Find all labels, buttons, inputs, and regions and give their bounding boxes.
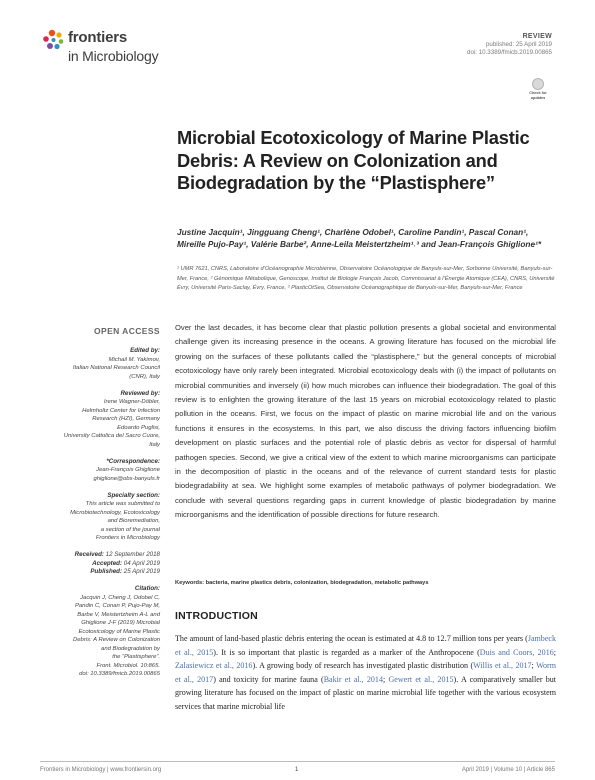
body-text: ; bbox=[531, 661, 537, 671]
citation-label: Citation: bbox=[134, 585, 160, 592]
page-number: 1 bbox=[295, 767, 299, 773]
article-sidebar: OPEN ACCESS Edited by: Michail M. Yakimov, Italian National Research Council (CNR), Italy Reviewed by: Irene Wagner-Döbler, Helmholtz Center for Infection Research (HZI), Germany Edoardo Puglisi, University Cattolica del Sacro Cuore, Italy *Correspondence: Jean-François Ghiglione ghiglione@obs-banyuls.fr Specialty section: This article was submitted to Microbiotechnology, Ecotoxicology and Bioremediation, a section of the journal Frontiers in Microbiology Received: 12 September 2018 Accepted: 04 April 2019 Published: 25 April 2019 Citation: Jacquin J, Cheng J, Odobel C, Pandin C, Conan P, Pujo-Pay M, Barbe V, Meistertzheim A-L and Ghiglione J-F (2019) Microbial Ecotoxicology of Marine Plastic Debris: A Review on Colonization and Biodegradation by the “Plastisphere”. Front. Microbiol. 10:865. doi: 10.3389/fmicb.2019.00865 bbox=[40, 326, 160, 679]
reference-link[interactable]: Willis et al., 2017 bbox=[473, 661, 532, 671]
body-text: The amount of land-based plastic debris entering the ocean is estimated at 4.8 to 12.7 million tons per years ( bbox=[175, 634, 528, 643]
reviewed-by-label: Reviewed by: bbox=[120, 389, 160, 397]
article-title: Microbial Ecotoxicology of Marine Plastic Debris: A Review on Colonization and Biodegradation by the “Plastisphere” bbox=[177, 127, 530, 193]
journal-link[interactable]: Frontiers in Microbiology bbox=[95, 535, 160, 541]
body-text: ; bbox=[553, 647, 556, 657]
correspondence-email-link[interactable]: ghiglione@obs-banyuls.fr bbox=[93, 475, 160, 482]
logo-journal-name: in Microbiology bbox=[68, 48, 159, 64]
citation-doi-link[interactable]: doi: 10.3389/fmicb.2019.00865 bbox=[79, 671, 160, 677]
received-date: Received: 12 September 2018 bbox=[74, 551, 160, 558]
editor-name[interactable]: Michail M. Yakimov, bbox=[108, 356, 160, 363]
specialty-section-label: Specialty section: bbox=[107, 491, 160, 499]
body-text: ). It is so important that plastic is regarded as a marker of the Anthropocene ( bbox=[213, 647, 480, 657]
open-access-label: OPEN ACCESS bbox=[94, 326, 160, 336]
correspondence-label: *Correspondence: bbox=[106, 457, 160, 465]
body-text: ). A comparatively smaller but growing literature has focused on the impact of plastic on marine microbial life together with the various ecosystem services that marine microbial life bbox=[175, 674, 557, 711]
section-heading-introduction: INTRODUCTION bbox=[175, 610, 258, 622]
published-date: published: 25 April 2019 bbox=[485, 41, 552, 48]
footer-divider bbox=[40, 761, 555, 762]
reviewer-name[interactable]: Irene Wagner-Döbler, bbox=[103, 399, 160, 405]
reference-link[interactable]: Zalasiewicz et al., 2016 bbox=[175, 661, 253, 671]
reference-link[interactable]: Gewert et al., 2015 bbox=[388, 674, 454, 684]
footer-journal-link[interactable]: Frontiers in Microbiology | www.frontiersin.org bbox=[40, 767, 162, 773]
footer-issue-info: April 2019 | Volume 10 | Article 865 bbox=[461, 767, 555, 773]
abstract: Over the last decades, it has become clear that plastic pollution presents a global societal and environmental challenge given its increasing presence in the oceans. A growing literature has focused on the microbial life growing on the surfaces of these pollutants called the “plastisphere,” but the general concepts of microbial ecotoxicology have only rarely been integrated. Microbial ecotoxicology deals with (i) the impact of pollutants on microbial communities and inversely (ii) how much microbes can influence their biodegradation. The goal of this review is to enlighten the growing literature of the last 15 years on microbial ecotoxicology related to plastic pollution in the oceans. First, we focus on the impact of plastic on marine microbial life and on the various functions it ensures in the ecosystems. In this part, we also discuss the driving factors influencing biofilm development on plastic surfaces and the potential role of plastic debris as vector for dispersal of harmful pathogen species. Second, we give a critical view of the extent to which marine microorganisms can participate in the decomposition of plastic in the oceans and of the relevance of current standard tests for plastic biodegradability at sea. We highlight some examples of metabolic pathways of polymer biodegradation. We conclude with several questions regarding gaps in current knowledge of plastic biodegradation by marine microorganisms and the identification of possible directions for future research. bbox=[175, 323, 556, 520]
body-text: ). A growing body of research has investigated plastic distribution ( bbox=[252, 661, 474, 671]
article-meta-header bbox=[467, 33, 552, 57]
body-text: ; bbox=[382, 674, 389, 684]
reviewer-name[interactable]: Edoardo Puglisi, bbox=[117, 424, 160, 431]
affiliations: ¹ UMR 7621, CNRS, Laboratoire d’Océanographie Microbienne, Observatoire Océanologique de Banyuls-sur-Mer, Sorbonne Université, Banyuls-sur-Mer, France, ² Génomique Métabolique, Genoscope, Institut de Biologie François Jacob, Commissariat à l’Énergie Atomique (CEA), CNRS, Université Évry, Université Paris-Saclay, Évry, France, ³ PlasticOtSea, Observatoire Océanographique de Banyuls-sur-Mer, Banyuls-sur-Mer, France bbox=[177, 266, 555, 292]
check-for-updates-badge[interactable]: Check for updates bbox=[525, 78, 551, 104]
accepted-date: Accepted: 04 April 2019 bbox=[92, 559, 160, 567]
reference-link[interactable]: Bakir et al., 2014 bbox=[323, 674, 383, 684]
reference-link[interactable]: Worm et al., 2017 bbox=[175, 661, 556, 684]
published-date-sidebar: Published: 25 April 2019 bbox=[90, 568, 160, 575]
article-type: REVIEW bbox=[522, 33, 552, 40]
author-list: Justine Jacquin¹, Jingguang Cheng¹, Charlène Odobel¹, Caroline Pandin¹, Pascal Conan¹, Mireille Pujo-Pay¹, Valérie Barbe², Anne-Leila Meistertzheim¹˒³ and Jean-François Ghiglione¹* bbox=[177, 227, 542, 249]
journal-logo bbox=[40, 27, 200, 67]
edited-by-label: Edited by: bbox=[130, 347, 160, 354]
frontiers-logo-icon bbox=[40, 29, 66, 51]
keywords: Keywords: bacteria, marine plastics debris, colonization, biodegradation, metabolic pathways bbox=[175, 580, 429, 586]
logo-wordmark: frontiers bbox=[68, 29, 128, 46]
section-link[interactable]: Microbiotechnology, Ecotoxicology bbox=[70, 509, 160, 516]
reference-link[interactable]: Duis and Coors, 2016 bbox=[479, 647, 554, 657]
body-text: ) and toxicity for marine fauna ( bbox=[213, 674, 324, 684]
doi-link[interactable]: doi: 10.3389/fmicb.2019.00865 bbox=[467, 49, 552, 56]
reference-link[interactable]: Jambeck et al., 2015 bbox=[175, 634, 556, 657]
check-icon bbox=[532, 78, 544, 90]
introduction-paragraph bbox=[175, 632, 556, 714]
